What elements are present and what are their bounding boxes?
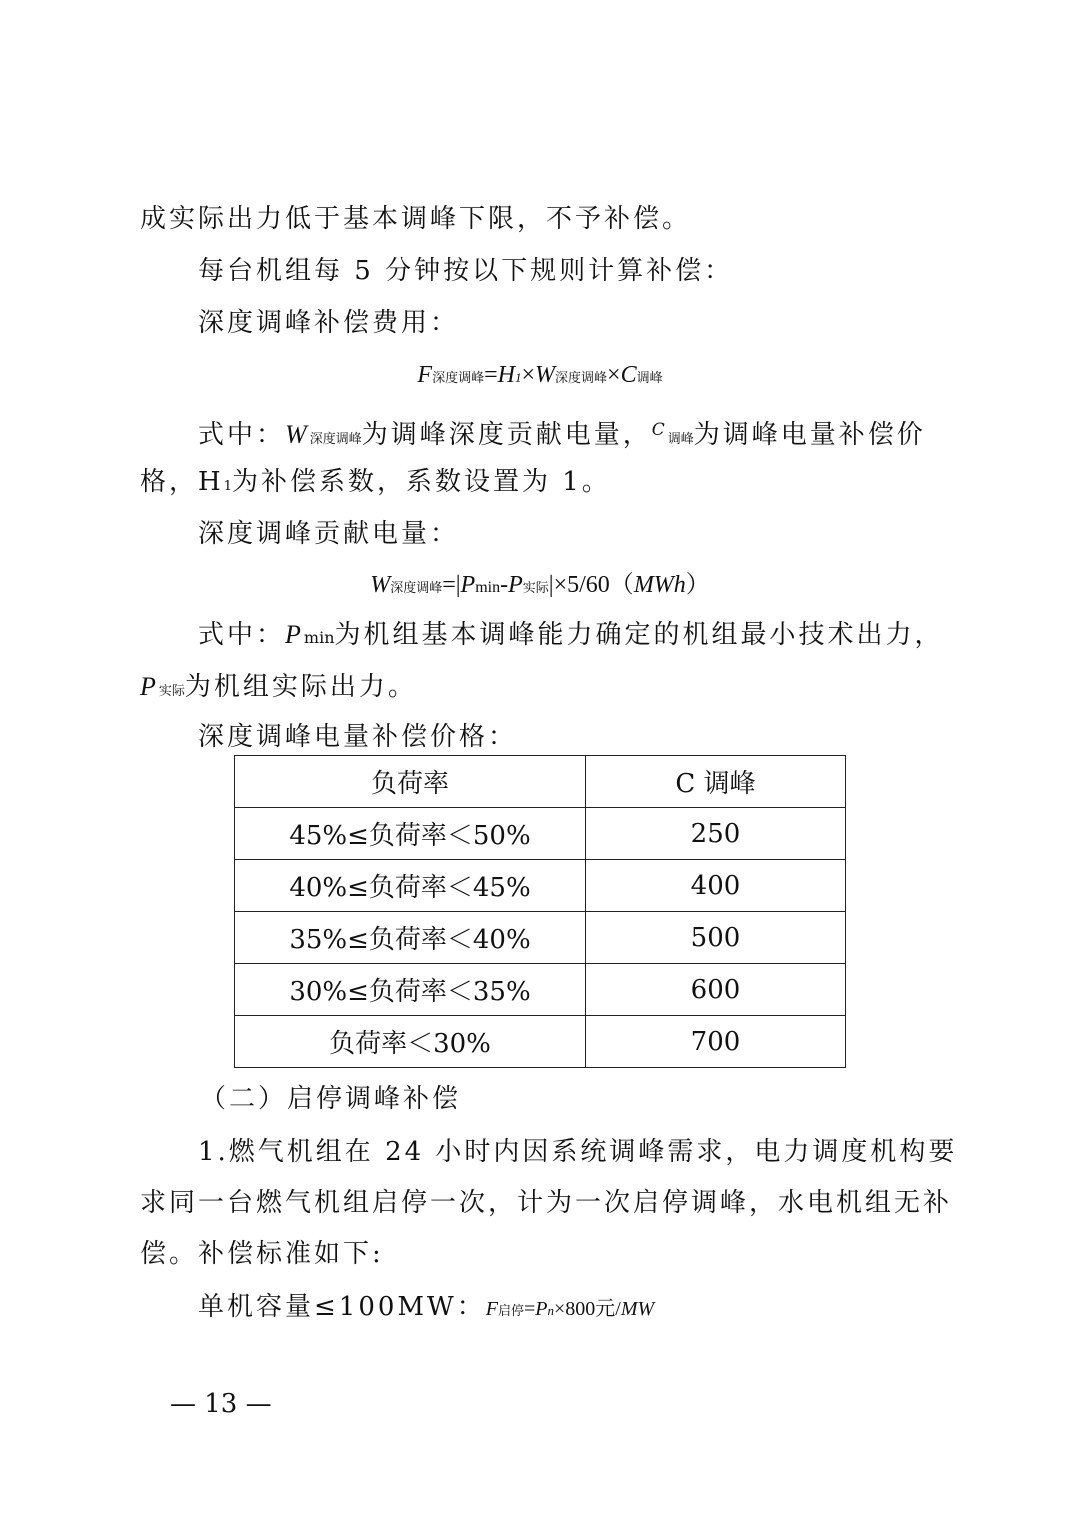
table-cell-price: 700 xyxy=(586,1016,846,1068)
paragraph-formula-explanation-2: 格，H1为补偿系数，系数设置为 1。 xyxy=(140,467,611,497)
header-c-peak: C 调峰 xyxy=(586,756,846,808)
paragraph-continuation: 成实际出力低于基本调峰下限，不予补偿。 xyxy=(140,204,692,234)
table-cell-load-rate: 负荷率＜30% xyxy=(235,1016,586,1068)
paragraph-deep-energy-heading: 深度调峰贡献电量： xyxy=(198,519,460,549)
paragraph-gas-unit-3: 偿。补偿标准如下: xyxy=(140,1239,384,1269)
paragraph-deep-fee-heading: 深度调峰补偿费用： xyxy=(198,308,460,338)
paragraph-price-heading: 深度调峰电量补偿价格： xyxy=(198,722,518,752)
formula-deep-fee: F深度调峰=H1×W深度调峰×C调峰 xyxy=(417,362,663,388)
page-number: — 13 — xyxy=(170,1389,272,1419)
table-row xyxy=(235,1016,846,1068)
table-row xyxy=(235,860,846,912)
paragraph-pmin-explanation: 式中：Pmin为机组基本调峰能力确定的机组最小技术出力， xyxy=(198,620,944,650)
section-heading-start-stop: （二）启停调峰补偿 xyxy=(200,1084,462,1114)
table-cell-price: 500 xyxy=(586,912,846,964)
table-cell-load-rate: 45%≤负荷率＜50% xyxy=(235,808,586,860)
table-cell-load-rate: 30%≤负荷率＜35% xyxy=(235,964,586,1016)
table-cell-price: 400 xyxy=(586,860,846,912)
table-header-row xyxy=(235,756,846,808)
table-row xyxy=(235,808,846,860)
paragraph-gas-unit-2: 求同一台燃气机组启停一次，计为一次启停调峰，水电机组无补 xyxy=(140,1188,953,1218)
compensation-price-table xyxy=(234,755,846,1068)
formula-start-stop: F启停=Pn×800元/MW xyxy=(485,1298,655,1320)
paragraph-formula-explanation-1: 式中：W深度调峰为调峰深度贡献电量，$^C$调峰为调峰电量补偿价 xyxy=(198,420,926,450)
table-cell-load-rate: 35%≤负荷率＜40% xyxy=(235,912,586,964)
paragraph-capacity-standard: 单机容量≤100MW：F启停=Pn×800元/MW xyxy=(198,1292,655,1322)
table-cell-load-rate: 40%≤负荷率＜45% xyxy=(235,860,586,912)
table-cell-price: 250 xyxy=(586,808,846,860)
table-cell-price: 600 xyxy=(586,964,846,1016)
table-row xyxy=(235,964,846,1016)
header-load-rate: 负荷率 xyxy=(235,756,586,808)
paragraph-rule-intro: 每台机组每 5 分钟按以下规则计算补偿： xyxy=(198,256,734,286)
table-row xyxy=(235,912,846,964)
formula-deep-energy: W深度调峰=|Pmin-P实际|×5/60（MWh） xyxy=(370,572,710,598)
paragraph-gas-unit-1: 1.燃气机组在 24 小时内因系统调峰需求，电力调度机构要 xyxy=(198,1137,958,1167)
paragraph-pactual-explanation: P实际为机组实际出力。 xyxy=(140,672,417,702)
